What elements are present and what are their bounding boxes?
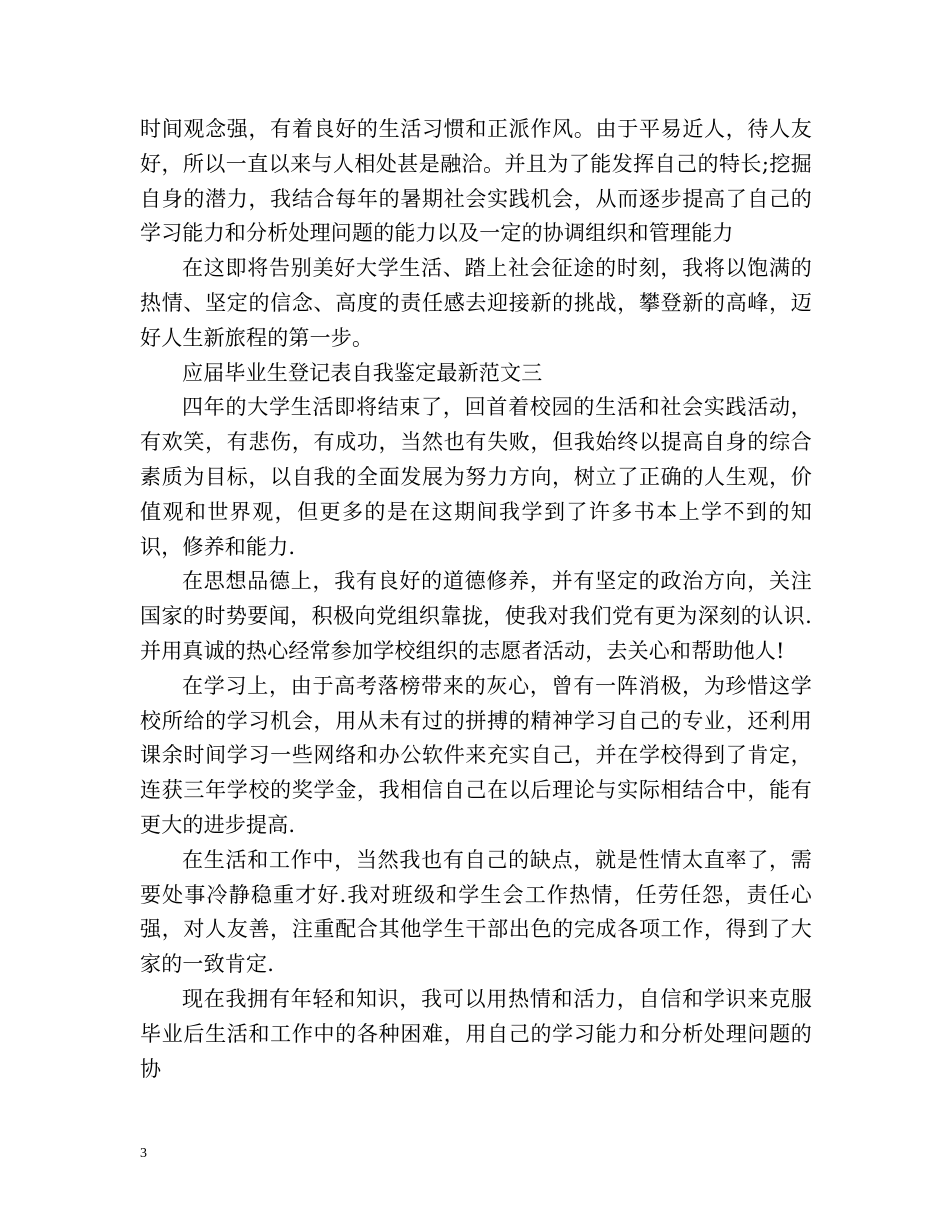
paragraph-intro: 四年的大学生活即将结束了，回首着校园的生活和社会实践活动，有欢笑，有悲伤，有成功，当然也有失败，但我始终以提高自身的综合素质为目标，以自我的全面发展为努力方向，树立了正确的人生观，价值观和世界观，但更多的是在这期间我学到了许多书本上学不到的知识，修养和能力. bbox=[140, 395, 812, 559]
paragraph-future: 现在我拥有年轻和知识，我可以用热情和活力，自信和学识来克服毕业后生活和工作中的各种困难，用自己的学习能力和分析处理问题的协 bbox=[140, 986, 812, 1081]
paragraph-study: 在学习上，由于高考落榜带来的灰心，曾有一阵消极，为珍惜这学校所给的学习机会，用从未有过的拼搏的精神学习自己的专业，还利用课余时间学习一些网络和办公软件来充实自己，并在学校得到了肯定，连获三年学校的奖学金，我相信自己在以后理论与实际相结合中，能有更大的进步提高. bbox=[140, 673, 812, 837]
paragraph-continued: 时间观念强，有着良好的生活习惯和正派作风。由于平易近人，待人友好，所以一直以来与人相处甚是融洽。并且为了能发挥自己的特长;挖掘自身的潜力，我结合每年的暑期社会实践机会，从而逐步提高了自己的学习能力和分析处理问题的能力以及一定的协调组织和管理能力 bbox=[140, 117, 812, 246]
paragraph-life-work: 在生活和工作中，当然我也有自己的缺点，就是性情太直率了，需要处事冷静稳重才好.我对班级和学生会工作热情，任劳任怨，责任心强，对人友善，注重配合其他学生干部出色的完成各项工作，得到了大家的一致肯定. bbox=[140, 847, 812, 977]
page-number: 3 bbox=[140, 1146, 147, 1161]
paragraph-ideology: 在思想品德上，我有良好的道德修养，并有坚定的政治方向，关注国家的时势要闻，积极向党组织靠拢，使我对我们党有更为深刻的认识.并用真诚的热心经常参加学校组织的志愿者活动，去关心和帮助他人! bbox=[140, 569, 812, 663]
section-heading: 应届毕业生登记表自我鉴定最新范文三 bbox=[182, 360, 543, 385]
document-body bbox=[140, 112, 812, 1086]
paragraph-farewell: 在这即将告别美好大学生活、踏上社会征途的时刻，我将以饱满的热情、坚定的信念、高度的责任感去迎接新的挑战，攀登新的高峰，迈好人生新旅程的第一步。 bbox=[140, 256, 812, 350]
